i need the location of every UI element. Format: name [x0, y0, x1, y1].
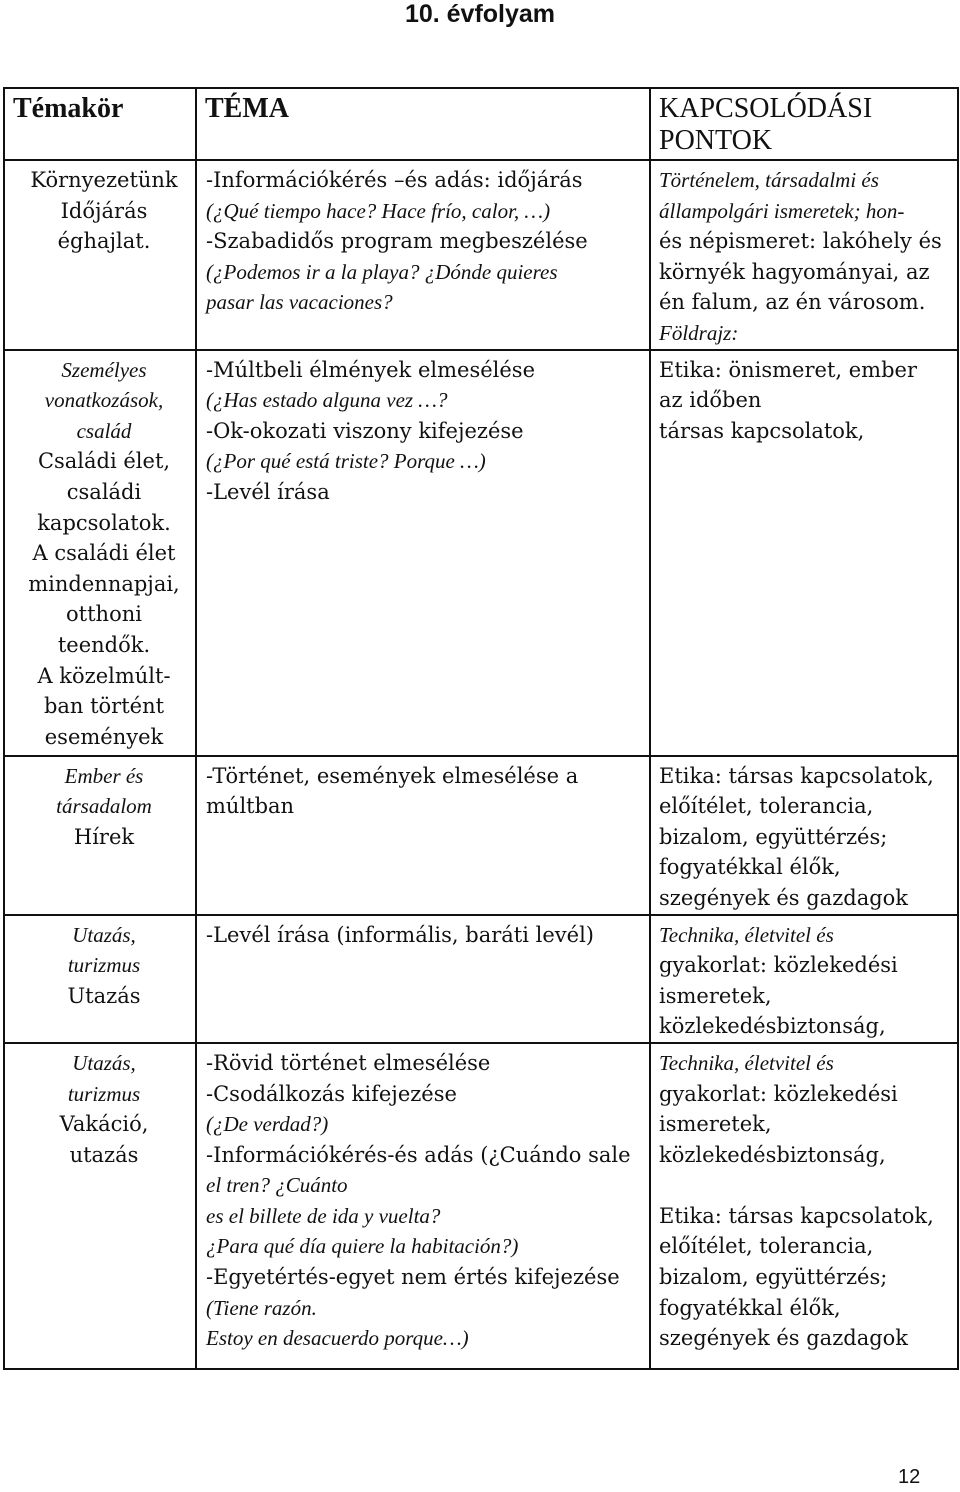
cell-line: -Rövid történet elmesélése	[206, 1050, 491, 1075]
theme-cell	[196, 350, 650, 756]
cell-line: (¿De verdad?)	[206, 1112, 329, 1137]
theme-cell	[196, 915, 650, 1043]
cell-line: gyakorlat: közlekedési	[659, 953, 898, 978]
cell-line: család	[76, 418, 132, 443]
theme-cell	[196, 1043, 650, 1369]
cell-line: Időjárás	[60, 198, 148, 223]
cell-line: múltban	[206, 794, 295, 819]
cell-line: el tren? ¿Cuánto	[206, 1173, 348, 1198]
page-number: 12	[898, 1466, 921, 1488]
cell-line: teendők.	[57, 632, 151, 657]
topic-cell	[4, 350, 196, 756]
cell-line: pasar las vacaciones?	[206, 290, 393, 315]
cell-line: -Egyetértés-egyet nem értés kifejezése	[206, 1265, 620, 1290]
theme-cell	[196, 160, 650, 350]
cell-line: szegények és gazdagok	[659, 885, 909, 910]
cell-line: kapcsolatok.	[37, 510, 171, 535]
table-row	[4, 756, 958, 915]
cell-line: Környezetünk	[30, 168, 178, 192]
cell-line: Utazás,	[72, 922, 136, 947]
cell-line: (¿Qué tiempo hace? Hace frío, calor, …)	[206, 198, 551, 223]
cell-line: (¿Has estado alguna vez …?	[206, 388, 448, 413]
cell-line: A közelmúlt-	[37, 663, 171, 688]
cell-line: es el billete de ida y vuelta?	[206, 1203, 441, 1228]
cell-line: Történelem, társadalmi és	[659, 168, 879, 192]
cell-line: és népismeret: lakóhely és	[659, 229, 942, 254]
cell-line: gyakorlat: közlekedési	[659, 1081, 898, 1106]
cell-line: az időben	[659, 388, 762, 413]
links-cell	[650, 915, 958, 1043]
links-cell	[650, 1043, 958, 1369]
table-row	[4, 1043, 958, 1369]
cell-line: -Csodálkozás kifejezése	[206, 1081, 457, 1106]
cell-line: Estoy en desacuerdo porque…)	[206, 1326, 469, 1351]
cell-line: ismeretek,	[659, 1112, 772, 1137]
curriculum-table	[3, 87, 959, 1370]
cell-line: -Információkérés-és adás (¿Cuándo sale	[206, 1142, 631, 1167]
cell-line: bizalom, együttérzés;	[659, 1265, 888, 1290]
topic-cell	[4, 915, 196, 1043]
cell-line: közlekedésbiztonság,	[659, 1014, 886, 1039]
cell-line: turizmus	[67, 1081, 141, 1106]
table-row	[4, 350, 958, 756]
cell-line: turizmus	[67, 953, 141, 978]
cell-line: vonatkozások,	[44, 388, 164, 413]
cell-line: -Történet, események elmesélése a	[206, 763, 579, 788]
cell-line: -Levél írása (informális, baráti levél)	[206, 922, 594, 947]
topic-cell	[4, 160, 196, 350]
cell-line: utazás	[69, 1142, 139, 1167]
cell-line: szegények és gazdagok	[659, 1326, 909, 1351]
topic-cell	[4, 1043, 196, 1369]
header-links: KAPCSOLÓDÁSI PONTOK	[650, 88, 958, 160]
cell-line: események	[44, 724, 164, 749]
links-cell	[650, 350, 958, 756]
cell-line: bizalom, együttérzés;	[659, 824, 888, 849]
cell-line: Családi élet,	[37, 449, 171, 474]
cell-line: fogyatékkal élők,	[659, 1295, 841, 1320]
cell-line: (¿Por qué está triste? Porque …)	[206, 449, 486, 474]
cell-line: családi	[66, 479, 142, 504]
cell-line: otthoni	[66, 602, 142, 627]
cell-line: Vakáció,	[59, 1112, 149, 1137]
cell-line: -Levél írása	[206, 479, 330, 504]
cell-line: én falum, az én városom.	[659, 290, 926, 315]
cell-line: állampolgári ismeretek; hon-	[659, 198, 905, 223]
cell-line: előítélet, tolerancia,	[659, 794, 874, 819]
cell-line: Etika: társas kapcsolatok,	[659, 763, 934, 788]
topic-cell	[4, 756, 196, 915]
table-row	[4, 160, 958, 350]
cell-line: fogyatékkal élők,	[659, 855, 841, 880]
cell-line: Földrajz:	[659, 320, 739, 345]
cell-line: Etika: társas kapcsolatok,	[659, 1203, 934, 1228]
cell-line: éghajlat.	[57, 229, 151, 254]
table-header-row	[4, 88, 958, 160]
cell-line: Ember és	[64, 763, 144, 788]
table-row	[4, 915, 958, 1043]
cell-line: Utazás,	[72, 1050, 136, 1075]
cell-line: társas kapcsolatok,	[659, 418, 865, 443]
theme-cell	[196, 756, 650, 915]
cell-line: Személyes	[61, 357, 147, 382]
cell-line: Technika, életvitel és	[659, 922, 834, 947]
cell-line: -Szabadidős program megbeszélése	[206, 229, 588, 254]
cell-line: Utazás	[67, 983, 141, 1008]
links-cell	[650, 160, 958, 350]
cell-line: -Múltbeli élmények elmesélése	[206, 357, 535, 382]
links-cell	[650, 756, 958, 915]
cell-line: A családi élet	[32, 541, 176, 566]
cell-line: (Tiene razón.	[206, 1295, 317, 1320]
cell-line: ban történt	[43, 694, 165, 719]
cell-line: ismeretek,	[659, 983, 772, 1008]
cell-line: ¿Para qué día quiere la habitación?)	[206, 1234, 519, 1259]
header-topic: Témakör	[4, 88, 196, 160]
header-theme: TÉMA	[196, 88, 650, 160]
cell-line: környék hagyományai, az	[659, 259, 930, 284]
cell-line: -Információkérés –és adás: időjárás	[206, 168, 583, 192]
page-title: 10. évfolyam	[404, 0, 556, 28]
cell-line	[659, 1170, 957, 1201]
cell-line: előítélet, tolerancia,	[659, 1234, 874, 1259]
cell-line: Hírek	[73, 824, 135, 849]
cell-line: Etika: önismeret, ember	[659, 357, 917, 382]
cell-line: (¿Podemos ir a la playa? ¿Dónde quieres	[206, 259, 558, 284]
cell-line: Technika, életvitel és	[659, 1050, 834, 1075]
cell-line: közlekedésbiztonság,	[659, 1142, 886, 1167]
cell-line: mindennapjai,	[28, 571, 180, 596]
cell-line: társadalom	[56, 794, 152, 819]
cell-line: -Ok-okozati viszony kifejezése	[206, 418, 524, 443]
